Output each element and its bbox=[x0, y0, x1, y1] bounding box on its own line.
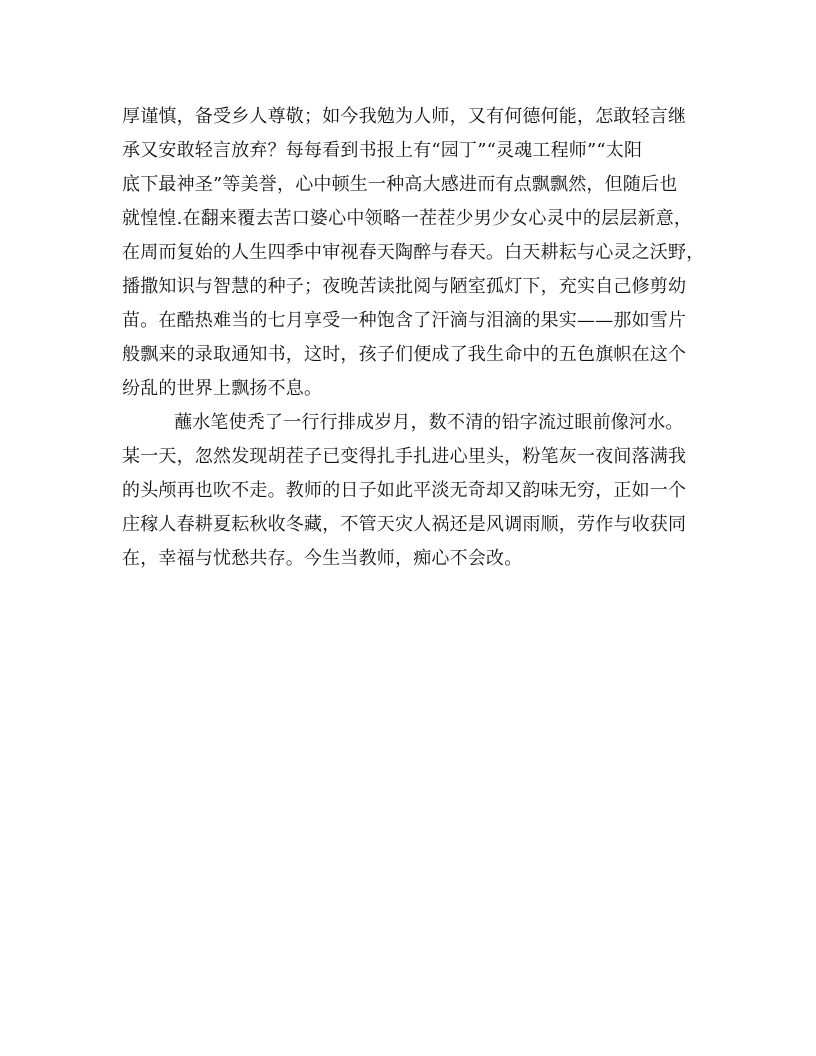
text-line: 厚谨慎，备受乡人尊敬；如今我勉为人师，又有何德何能，怎敢轻言继 bbox=[122, 106, 687, 127]
text-line: 在，幸福与忧愁共存。今生当教师，痴心不会改。 bbox=[122, 548, 523, 569]
text-line: 纷乱的世界上飘扬不息。 bbox=[122, 378, 323, 399]
text-line: 就惶惶.在翻来覆去苦口婆心中领略一茬茬少男少女心灵中的层层新意， bbox=[122, 208, 693, 229]
text-line: 的头颅再也吹不走。教师的日子如此平淡无奇却又韵味无穷，正如一个 bbox=[122, 480, 687, 501]
text-line: 庄稼人春耕夏耘秋收冬藏，不管天灾人祸还是风调雨顺，劳作与收获同 bbox=[122, 514, 687, 535]
text-line: 般飘来的录取通知书，这时，孩子们便成了我生命中的五色旗帜在这个 bbox=[122, 344, 687, 365]
text-line: 某一天，忽然发现胡茬子已变得扎手扎进心里头，粉笔灰一夜间落满我 bbox=[122, 446, 687, 467]
text-line: 底下最神圣”等美誉，心中顿生一种高大感进而有点飘飘然，但随后也 bbox=[122, 174, 678, 195]
text-line: 在周而复始的人生四季中审视春天陶醉与春天。白天耕耘与心灵之沃野， bbox=[122, 242, 705, 263]
text-line: 苗。在酷热难当的七月享受一种饱含了汗滴与泪滴的果实——那如雪片 bbox=[122, 310, 687, 331]
paragraph-first-line: 蘸水笔使秃了一行行排成岁月，数不清的铅字流过眼前像河水。 bbox=[174, 412, 684, 433]
text-line: 播撒知识与智慧的种子；夜晚苦读批阅与陋室孤灯下，充实自己修剪幼 bbox=[122, 276, 687, 297]
text-line: 承又安敢轻言放弃？每每看到书报上有“园丁”“灵魂工程师”“太阳 bbox=[122, 140, 643, 161]
body-text bbox=[122, 100, 705, 576]
